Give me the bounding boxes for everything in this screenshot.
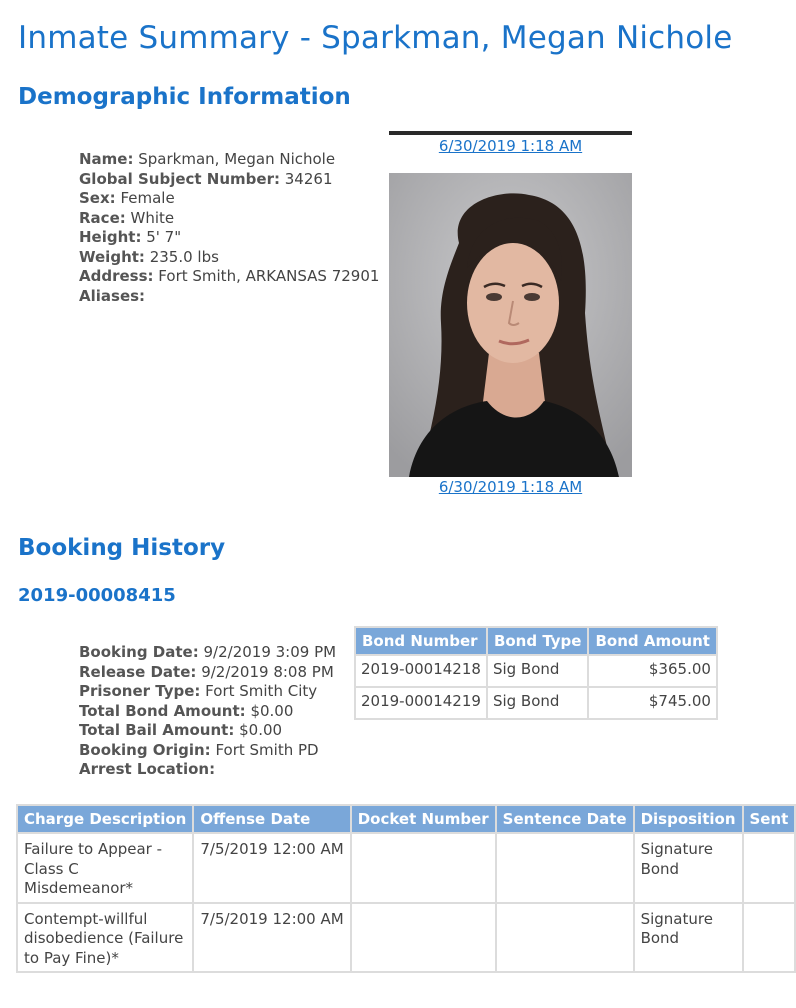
photo-date-link-1[interactable]: 6/30/2019 1:18 AM [438, 137, 583, 155]
table-row [18, 904, 794, 972]
disposition-header[interactable]: Disposition [635, 806, 742, 832]
field-value: White [130, 208, 175, 227]
field-label: Arrest Location: [79, 760, 216, 778]
disposition-cell: Signature Bond [635, 904, 742, 972]
charge-description-cell: Contempt-willful disobedience (Failure to Pay Fine)* [18, 904, 192, 972]
mugshot-image [389, 173, 632, 477]
offense-date-header[interactable]: Offense Date [194, 806, 349, 832]
field-value: Female [120, 189, 175, 207]
bond-number-header[interactable]: Bond Number [356, 628, 486, 654]
bond-amount-cell: $365.00 [589, 656, 715, 686]
booking-number-heading: 2019-00008415 [18, 585, 176, 606]
field-label: Total Bail Amount: [79, 721, 235, 739]
field-label: Total Bond Amount: [79, 701, 246, 720]
demographic-info [79, 150, 379, 306]
charge-table [16, 804, 796, 973]
page-title: Inmate Summary - Sparkman, Megan Nichole [18, 20, 733, 56]
field-label: Aliases: [79, 286, 146, 305]
field-label: Prisoner Type: [79, 682, 201, 700]
field-value: 235.0 lbs [149, 247, 219, 266]
sentence-date-cell [497, 834, 633, 902]
field-label: Release Date: [79, 662, 197, 681]
docket-number-header[interactable]: Docket Number [352, 806, 495, 832]
sentence-date-cell [497, 904, 633, 972]
booking-info [79, 643, 336, 780]
field-value: 5' 7" [146, 228, 182, 246]
info-row-prisoner-type [79, 682, 336, 702]
field-label: Height: [79, 228, 142, 246]
info-row-global-subject-number [79, 170, 379, 190]
info-row-sex [79, 189, 379, 209]
table-row [18, 834, 794, 902]
disposition-cell: Signature Bond [635, 834, 742, 902]
offense-date-cell: 7/5/2019 12:00 AM [194, 834, 349, 902]
sentence-header[interactable]: Sent [744, 806, 795, 832]
field-value: 9/2/2019 8:08 PM [201, 662, 334, 681]
sentence-date-header[interactable]: Sentence Date [497, 806, 633, 832]
photo-date-link-2[interactable]: 6/30/2019 1:18 AM [438, 478, 583, 496]
booking-history-heading: Booking History [18, 535, 226, 561]
docket-number-cell [352, 904, 495, 972]
field-label: Race: [79, 208, 126, 227]
info-row-total-bail-amount [79, 721, 336, 741]
field-label: Sex: [79, 189, 116, 207]
table-row [356, 688, 716, 718]
demographic-heading: Demographic Information [18, 84, 351, 110]
info-row-arrest-location [79, 760, 336, 780]
field-value: Fort Smith PD [215, 740, 319, 759]
charge-table-header-row [18, 806, 794, 832]
bond-type-header[interactable]: Bond Type [488, 628, 588, 654]
field-value: Fort Smith, ARKANSAS 72901 [158, 267, 380, 285]
info-row-release-date [79, 663, 336, 683]
mugshot-photo[interactable] [389, 173, 632, 477]
bond-amount-cell: $745.00 [589, 688, 715, 718]
field-value: $0.00 [239, 721, 283, 739]
field-value: 34261 [284, 169, 333, 188]
bond-type-cell: Sig Bond [488, 688, 588, 718]
info-row-booking-date [79, 643, 336, 663]
field-label: Booking Origin: [79, 740, 211, 759]
info-row-booking-origin [79, 741, 336, 761]
info-row-height [79, 228, 379, 248]
field-label: Address: [79, 267, 154, 285]
field-value: $0.00 [250, 701, 294, 720]
field-value: Sparkman, Megan Nichole [138, 150, 336, 168]
bond-type-cell: Sig Bond [488, 656, 588, 686]
field-value: Fort Smith City [205, 682, 318, 700]
field-value: 9/2/2019 3:09 PM [203, 643, 337, 661]
field-label: Booking Date: [79, 643, 199, 661]
bond-number-cell: 2019-00014218 [356, 656, 486, 686]
bond-table-header-row [356, 628, 716, 654]
field-label: Name: [79, 150, 134, 168]
info-row-aliases [79, 287, 379, 307]
docket-number-cell [352, 834, 495, 902]
bond-number-cell: 2019-00014219 [356, 688, 486, 718]
field-label: Global Subject Number: [79, 169, 280, 188]
bond-table [354, 626, 718, 720]
field-label: Weight: [79, 247, 145, 266]
bond-amount-header[interactable]: Bond Amount [589, 628, 715, 654]
sentence-cell [744, 834, 795, 902]
table-row [356, 656, 716, 686]
offense-date-cell: 7/5/2019 12:00 AM [194, 904, 349, 972]
info-row-address [79, 267, 379, 287]
charge-description-header[interactable]: Charge Description [18, 806, 192, 832]
info-row-race [79, 209, 379, 229]
sentence-cell [744, 904, 795, 972]
charge-description-cell: Failure to Appear - Class C Misdemeanor* [18, 834, 192, 902]
info-row-total-bond-amount [79, 702, 336, 722]
previous-photo-thumbnail[interactable] [389, 131, 632, 135]
info-row-name [79, 150, 379, 170]
info-row-weight [79, 248, 379, 268]
